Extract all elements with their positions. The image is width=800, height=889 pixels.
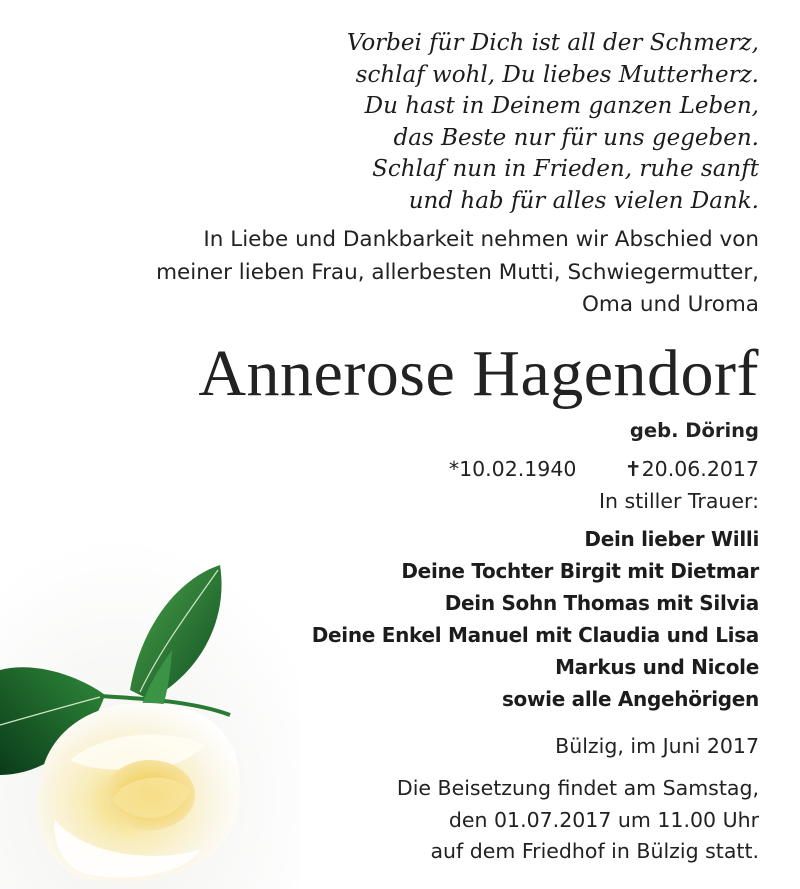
- mourner-line: Deine Enkel Manuel mit Claudia und Lisa: [311, 623, 759, 647]
- mourner-line: sowie alle Angehörigen: [501, 687, 759, 711]
- intro-line: In Liebe und Dankbarkeit nehmen wir Abschied von: [203, 227, 759, 252]
- life-dates: [449, 454, 759, 484]
- poem-line: das Beste nur für uns gegeben.: [393, 124, 759, 151]
- poem: [347, 28, 759, 218]
- white-rose-icon: [0, 520, 300, 889]
- intro-line: meiner lieben Frau, allerbesten Mutti, Schwiegermutter,: [156, 259, 759, 285]
- mourner-line: Markus und Nicole: [555, 655, 759, 679]
- poem-line: und hab für alles vielen Dank.: [408, 187, 759, 214]
- poem-line: Schlaf nun in Frieden, ruhe sanft: [372, 156, 759, 183]
- poem-line: schlaf wohl, Du liebes Mutterherz.: [355, 61, 759, 88]
- mourner-line: Dein lieber Willi: [584, 527, 759, 551]
- poem-line: Vorbei für Dich ist all der Schmerz,: [346, 30, 759, 56]
- mourning-intro: In stiller Trauer:: [599, 489, 759, 513]
- mourner-line: Deine Tochter Birgit mit Dietmar: [401, 559, 759, 583]
- place-date: Bülzig, im Juni 2017: [555, 734, 759, 758]
- funeral-line: den 01.07.2017 um 11.00 Uhr: [448, 807, 759, 832]
- funeral-line: auf dem Friedhof in Bülzig statt.: [430, 839, 759, 863]
- intro-line: Oma und Uroma: [582, 292, 759, 317]
- poem-line: Du hast in Deinem ganzen Leben,: [364, 93, 759, 120]
- farewell-intro: [156, 224, 759, 322]
- funeral-line: Die Beisetzung findet am Samstag,: [396, 776, 759, 800]
- deceased-name: Annerose Hagendorf: [198, 337, 759, 410]
- funeral-info: [397, 773, 759, 868]
- birth-date: *10.02.1940: [448, 457, 577, 481]
- mourner-line: Dein Sohn Thomas mit Silvia: [444, 591, 759, 615]
- mourners-list: [312, 523, 759, 715]
- death-date: ✝20.06.2017: [624, 457, 759, 481]
- birth-name: geb. Döring: [629, 419, 759, 442]
